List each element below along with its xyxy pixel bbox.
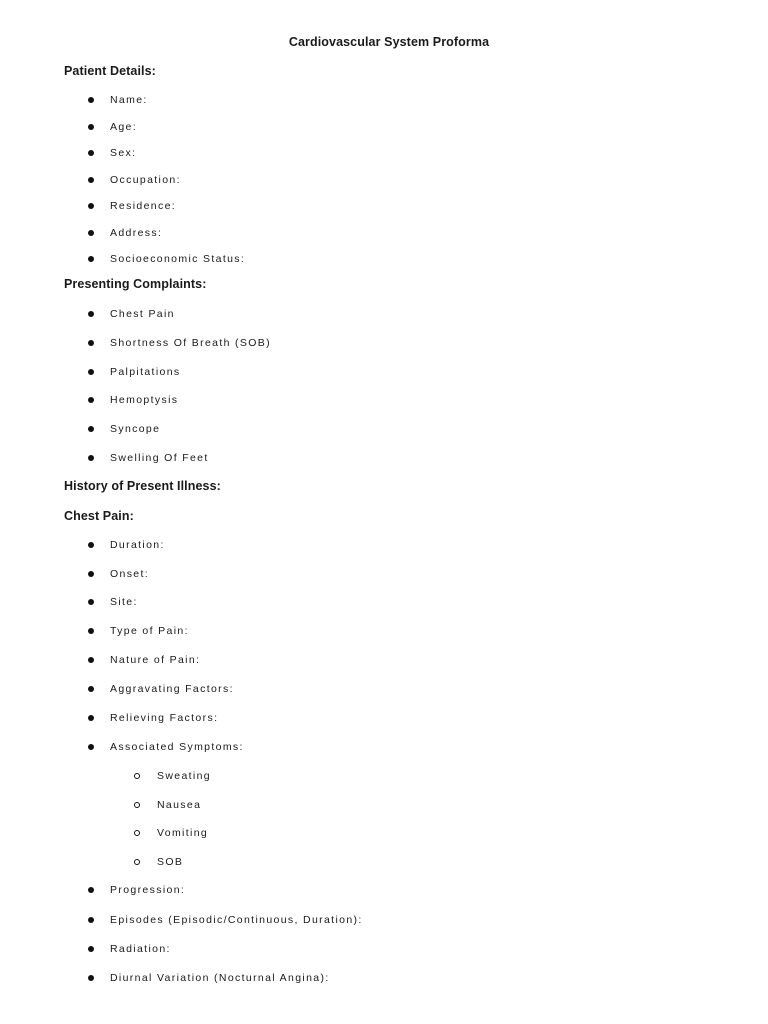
bullet-icon <box>88 599 94 605</box>
list-item: Associated Symptoms: <box>110 741 244 753</box>
list-item: Sweating <box>157 770 211 782</box>
bullet-icon <box>88 455 94 461</box>
list-item: Relieving Factors: <box>110 712 219 724</box>
bullet-icon <box>88 628 94 634</box>
list-item: Aggravating Factors: <box>110 683 234 695</box>
list-item: Nature of Pain: <box>110 654 201 666</box>
list-item: Onset: <box>110 568 150 580</box>
bullet-icon <box>88 397 94 403</box>
bullet-icon <box>88 150 94 156</box>
list-item: Site: <box>110 596 138 608</box>
bullet-icon <box>88 177 94 183</box>
list-item: Age: <box>110 121 137 133</box>
bullet-icon <box>88 917 94 923</box>
bullet-icon <box>88 686 94 692</box>
heading-history-present-illness: History of Present Illness: <box>64 479 221 493</box>
list-item: Name: <box>110 94 148 106</box>
bullet-icon <box>88 887 94 893</box>
bullet-icon <box>88 946 94 952</box>
list-item: Duration: <box>110 539 165 551</box>
bullet-icon <box>88 124 94 130</box>
hollow-bullet-icon <box>134 802 140 808</box>
list-item: Socioeconomic Status: <box>110 253 246 265</box>
list-item: Swelling Of Feet <box>110 452 209 464</box>
bullet-icon <box>88 426 94 432</box>
list-item: SOB <box>157 856 184 868</box>
bullet-icon <box>88 230 94 236</box>
bullet-icon <box>88 657 94 663</box>
bullet-icon <box>88 715 94 721</box>
document-title: Cardiovascular System Proforma <box>288 35 490 49</box>
list-item: Shortness Of Breath (SOB) <box>110 337 271 349</box>
bullet-icon <box>88 542 94 548</box>
list-item: Type of Pain: <box>110 625 189 637</box>
heading-chest-pain: Chest Pain: <box>64 509 134 523</box>
hollow-bullet-icon <box>134 830 140 836</box>
list-item: Episodes (Episodic/Continuous, Duration): <box>110 914 363 926</box>
list-item: Vomiting <box>157 827 209 839</box>
list-item: Chest Pain <box>110 308 175 320</box>
list-item: Hemoptysis <box>110 394 179 406</box>
bullet-icon <box>88 311 94 317</box>
hollow-bullet-icon <box>134 859 140 865</box>
list-item: Address: <box>110 227 163 239</box>
bullet-icon <box>88 340 94 346</box>
bullet-icon <box>88 975 94 981</box>
list-item: Diurnal Variation (Nocturnal Angina): <box>110 972 330 984</box>
bullet-icon <box>88 97 94 103</box>
list-item: Palpitations <box>110 366 181 378</box>
list-item: Syncope <box>110 423 161 435</box>
bullet-icon <box>88 256 94 262</box>
heading-patient-details: Patient Details: <box>64 64 156 78</box>
bullet-icon <box>88 571 94 577</box>
list-item: Progression: <box>110 884 186 896</box>
bullet-icon <box>88 203 94 209</box>
bullet-icon <box>88 369 94 375</box>
bullet-icon <box>88 744 94 750</box>
list-item: Occupation: <box>110 174 181 186</box>
list-item: Residence: <box>110 200 177 212</box>
heading-presenting-complaints: Presenting Complaints: <box>64 277 207 291</box>
hollow-bullet-icon <box>134 773 140 779</box>
list-item: Nausea <box>157 799 202 811</box>
list-item: Sex: <box>110 147 137 159</box>
list-item: Radiation: <box>110 943 171 955</box>
